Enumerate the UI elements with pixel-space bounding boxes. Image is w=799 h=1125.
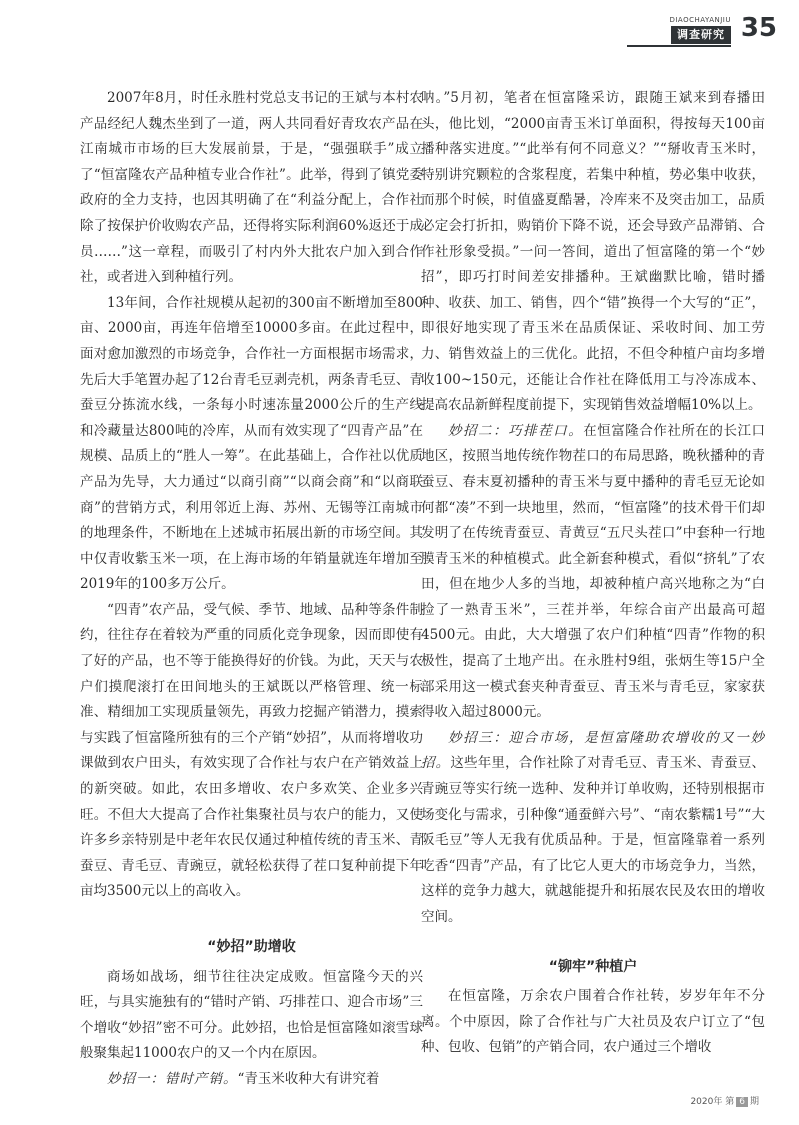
paragraph: 2007年8月，时任永胜村党总支书记的王斌与本村农产品经纪人魏杰坐到了一道，两人共同看好青玫农产品在江南城市市场的巨大发展前景，于是，“强强联手”成立了“恒富隆农产品种植专业合作社”。此举，得到了镇党委政府的全力支持，也因其明确了在“利益分配上，合作社除了按保护价收购农产品，还得将实际利润60%返还于成员……”这一章程，而吸引了村内外大批农户加入到合作社，或者进入到种植行列。 [80,90,423,286]
page-number: 35 [740,13,777,43]
header-rule [627,45,731,47]
paragraph: 13年间，合作社规模从起初的300亩不断增加至800亩、2000亩，再连年倍增至10000多亩。在此过程中，面对愈加激烈的市场竞争，合作社一方面根据市场需求，先后大手笔置办起了12台青毛豆剥壳机，两条青毛豆、青蚕豆分拣流水线，一条每小时速冻量2000公斤的生产线和冷藏量达800吨的冷库，从而有效实现了“四青产品”在规模、品质上的“胜人一筹”。在此基础上，合作社以优质产品为先导，大力通过“以商引商”“以商会商”和“以商联商”的营销方式，利用邻近上海、苏州、无锡等江南城市的地理条件，不断地在上述城市拓展出新的市场空间。其中仅青收紫玉米一项，在上海市场的年销量就连年增加至2019年的100多万公斤。 [80,294,423,593]
paragraph-text: 这些年里，合作社除了对青毛豆、青玉米、青蚕豆、青豌豆等实行统一选种、发种并订单收购，还特别根据市场变化与需求，引种像“通蚕鲜六号”、“南农紫糯1号”“大阪毛豆”等人无我有优质品种。于是，恒富隆靠着一系列吃香“四青”产品，有了比它人更大的市场竞争力，当然，这样的竞争力越大，就越能提升和拓展农民及农田的增收空间。 [421,755,765,925]
section-heading: “妙招”助增收 [207,939,296,955]
paragraph-text: 在恒富隆合作社所在的长江口地区，按照当地传统作物茬口的布局思路，晚秋播种的青蚕豆、春末夏初播种的青玉米与夏中播种的青毛豆无论如何都“凑”不到一块地里，然而，“恒富隆”的技术骨干们却发明了在传统青蚕豆、青黄豆“五尺头茬口”中套种一行地膜青玉米的种植模式。此全新套种模式，看似“挤轧”了农田，但在地少人多的当地，却被种植户高兴地称之为“白捡了一熟青玉米”，三茬并举，年综合亩产出最高可超4500元。由此，大大增强了农户们种植“四青”作物的积极性，提高了土地产出。在永胜村9组，张炳生等15户全部采用这一模式套夹种青蚕豆、青玉米与青毛豆，家家获得收入超过8000元。 [421,422,766,721]
page-footer [690,1094,759,1107]
paragraph: 商场如战场，细节往往决定成败。恒富隆今天的兴旺，与具实施独有的“错时产销、巧排茬口、迎合市场”三个增收“妙招”密不可分。此妙招，也恰是恒富隆如滚雪球般聚集起11000农户的又一个内在原因。 [80,968,423,1062]
section-badge: 调查研究 [671,26,731,44]
paragraph: 在恒富隆，万余农户围着合作社转，岁岁年年不分离。个中原因，除了合作社与广大社员及农户订立了“包种、包收、包销”的产销合同，农户通过三个增收 [421,988,765,1056]
paragraph [421,726,765,931]
paragraph [421,419,765,726]
left-column [80,86,423,1093]
paragraph-text: “青玉米收种大有讲究着 [237,1070,380,1087]
footer-qi: 期 [749,1097,759,1107]
paragraph: 呐。”5月初，笔者在恒富隆采访，跟随王斌来到春播田头，他比划，“2000亩青玉米订单面积，得按每天100亩播种落实进度。”“此举有何不同意义？”“掰收青玉米时，特别讲究颗粒的含浆程度，若集中种植，势必集中收获，而那个时候，时值盛夏酷暑，冷库来不及突击加工，品质必定会打折扣，购销价下降不说，还会导致产品滞销、合作社形象受损。”一问一答间，道出了恒富隆的第一个“妙招”，即巧打时间差安排播种。王斌幽默比喻，错时播种、收获、加工、销售，四个“错”换得一个大写的“正”，即很好地实现了青玉米在品质保证、采收时间、加工劳力、销售效益上的三优化。此招，不但令种植户亩均多增收100~150元，还能让合作社在降低用工与冷冻成本、提高农品新鲜程度前提下，实现销售效益增幅10%以上。 [421,90,765,414]
section-heading: “铆牢”种植户 [548,958,638,975]
paragraph-lead: 妙招一：错时产销。 [107,1070,238,1087]
footer-di: 第 [725,1097,735,1107]
paragraph-lead: 妙招三：迎合市场，是恒富隆助农增收的又一妙招。 [421,729,765,772]
issue-number-badge: 6 [736,1097,748,1107]
page-header [627,10,777,50]
paragraph-lead: 妙招二：巧排茬口。 [448,422,584,439]
paragraph [80,1067,423,1093]
paragraph: “四青”农产品，受气候、季节、地域、品种等条件制约，往往存在着较为严重的同质化竞争现象，因而即使有了好的产品，也不等于能换得好的价钱。为此，天天与农户们摸爬滚打在田间地头的王斌既以严格管理、统一标准、精细加工实现质量领先，再致力挖掘产销潜力，摸索与实践了恒富隆所独有的三个产销“妙招”，从而将增收功课做到农户田头，有效实现了合作社与农户在产销效益上的新突破。如此，农田多增收、农户多欢笑、企业多兴旺。不但大大提高了合作社集聚社员与农户的能力，又使许多乡亲特别是中老年农民仅通过种植传统的青玉米、青蚕豆、青毛豆、青豌豆，就轻松获得了茬口复种前提下年亩均3500元以上的高收入。 [80,601,423,900]
header-pinyin: DIAOCHAYANJIU [669,16,731,24]
footer-year: 2020年 [690,1097,723,1107]
right-column [421,86,765,1061]
